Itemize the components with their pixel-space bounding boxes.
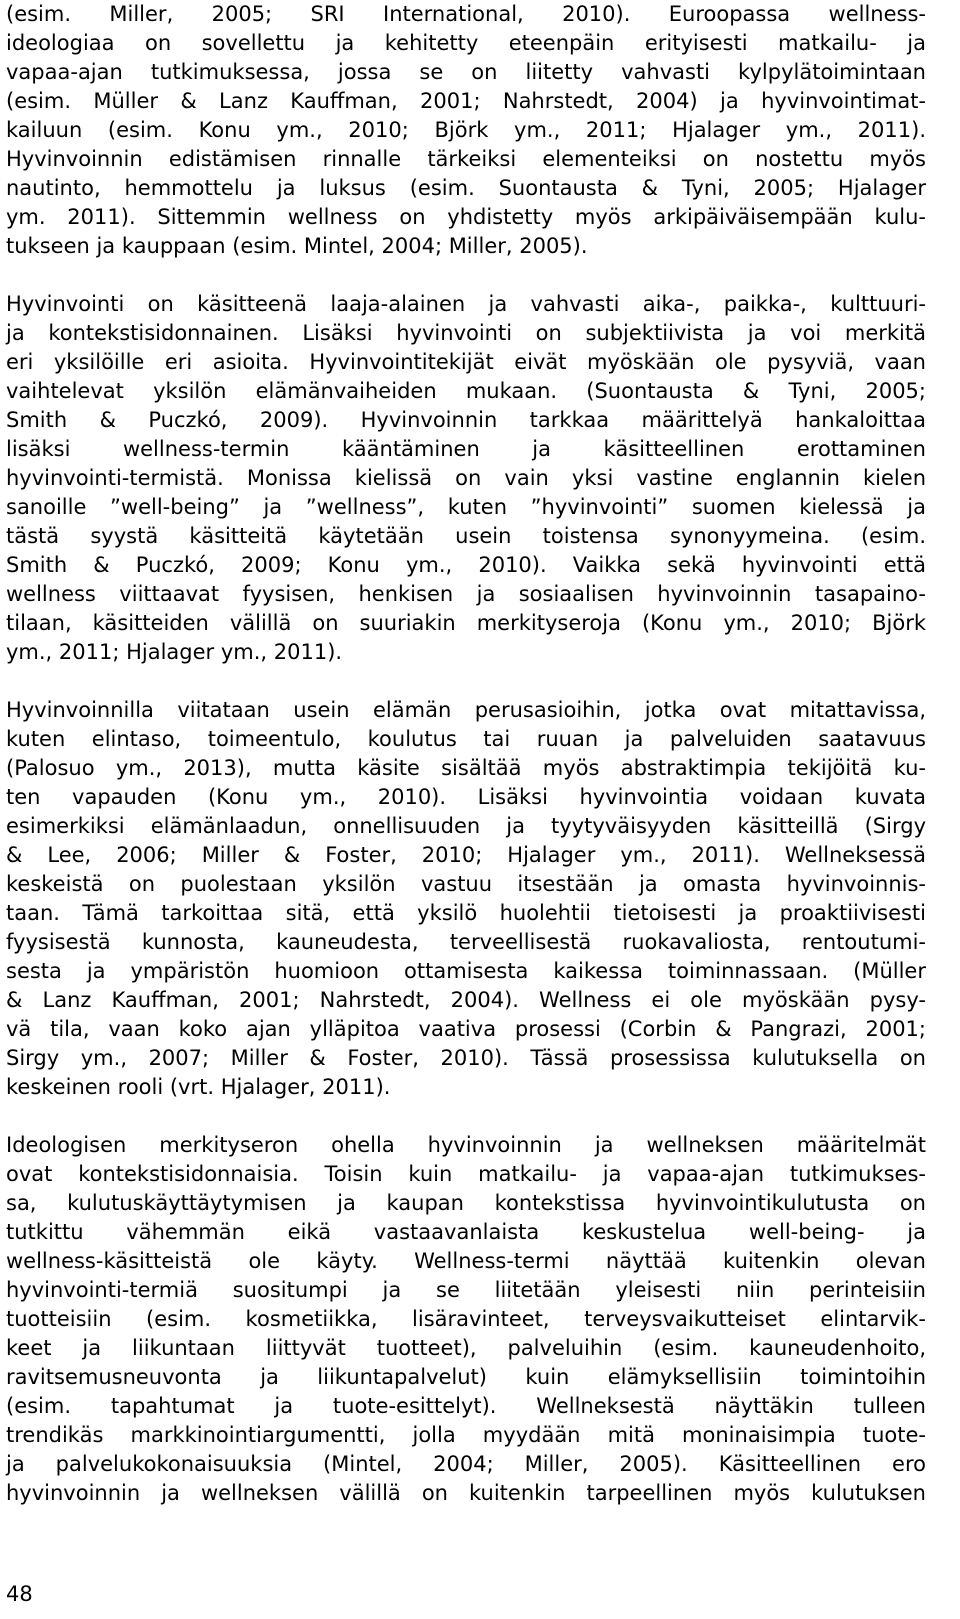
text-line: sanoille ”well-being” ja ”wellness”, kuten ”hyvinvointi” suomen kielessä ja bbox=[6, 495, 926, 519]
paragraph-spacing bbox=[6, 261, 926, 290]
text-line: fyysisestä kunnosta, kauneudesta, terveellisestä ruokavaliosta, rentoutumi- bbox=[6, 930, 926, 954]
text-line: sa, kulutuskäyttäytymisen ja kaupan kontekstissa hyvinvointikulutusta on bbox=[6, 1191, 926, 1215]
text-line: keskeistä on puolestaan yksilön vastuu itsestään ja omasta hyvinvoinnis- bbox=[6, 872, 926, 896]
text-line: & Lanz Kauffman, 2001; Nahrstedt, 2004). Wellness ei ole myöskään pysy- bbox=[6, 988, 926, 1012]
paragraph-spacing bbox=[6, 1102, 926, 1131]
text-line: taan. Tämä tarkoittaa sitä, että yksilö huolehtii tietoisesti ja proaktiivisesti bbox=[6, 901, 926, 925]
text-line: (esim. Miller, 2005; SRI International, 2010). Euroopassa wellness- bbox=[6, 2, 926, 26]
text-line: wellness-käsitteistä ole käyty. Wellness-termi näyttää kuitenkin olevan bbox=[6, 1249, 926, 1273]
page-number: 48 bbox=[6, 1582, 33, 1606]
paragraph-3 bbox=[6, 696, 926, 1102]
text-line: esimerkiksi elämänlaadun, onnellisuuden ja tyytyväisyyden käsitteillä (Sirgy bbox=[6, 814, 926, 838]
text-line: ja palvelukokonaisuuksia (Mintel, 2004; Miller, 2005). Käsitteellinen ero bbox=[6, 1452, 926, 1476]
text-line: hyvinvointi-termistä. Monissa kielissä on vain yksi vastine englannin kielen bbox=[6, 466, 926, 490]
paragraph-4 bbox=[6, 1131, 926, 1508]
paragraph-1 bbox=[6, 0, 926, 261]
text-line: trendikäs markkinointiargumentti, jolla myydään mitä moninaisimpia tuote- bbox=[6, 1423, 926, 1447]
text-line: ideologiaa on sovellettu ja kehitetty eteenpäin erityisesti matkailu- ja bbox=[6, 31, 926, 55]
text-line: wellness viittaavat fyysisen, henkisen ja sosiaalisen hyvinvoinnin tasapaino- bbox=[6, 582, 926, 606]
text-line: vaihtelevat yksilön elämänvaiheiden mukaan. (Suontausta & Tyni, 2005; bbox=[6, 379, 926, 403]
text-line: hyvinvointi-termiä suositumpi ja se liitetään yleisesti niin perinteisiin bbox=[6, 1278, 926, 1302]
text-line: eri yksilöille eri asioita. Hyvinvointitekijät eivät myöskään ole pysyviä, vaan bbox=[6, 350, 926, 374]
text-line: Hyvinvoinnin edistämisen rinnalle tärkeiksi elementeiksi on nostettu myös bbox=[6, 147, 926, 171]
paragraph-spacing bbox=[6, 667, 926, 696]
text-line: tutkittu vähemmän eikä vastaavanlaista keskustelua well-being- ja bbox=[6, 1220, 926, 1244]
text-line: Sirgy ym., 2007; Miller & Foster, 2010). Tässä prosessissa kulutuksella on bbox=[6, 1046, 926, 1070]
text-line: Ideologisen merkityseron ohella hyvinvoinnin ja wellneksen määritelmät bbox=[6, 1133, 926, 1157]
text-line: (Palosuo ym., 2013), mutta käsite sisältää myös abstraktimpia tekijöitä ku- bbox=[6, 756, 926, 780]
paragraph-2 bbox=[6, 290, 926, 667]
text-line: nautinto, hemmottelu ja luksus (esim. Suontausta & Tyni, 2005; Hjalager bbox=[6, 176, 926, 200]
text-line: vapaa-ajan tutkimuksessa, jossa se on liitetty vahvasti kylpylätoimintaan bbox=[6, 60, 926, 84]
text-line: tukseen ja kauppaan (esim. Mintel, 2004; Miller, 2005). bbox=[6, 234, 588, 258]
text-line: ovat kontekstisidonnaisia. Toisin kuin matkailu- ja vapaa-ajan tutkimukses- bbox=[6, 1162, 926, 1186]
text-line: hyvinvoinnin ja wellneksen välillä on kuitenkin tarpeellinen myös kulutuksen bbox=[6, 1481, 926, 1505]
text-line: keet ja liikuntaan liittyvät tuotteet), palveluihin (esim. kauneudenhoito, bbox=[6, 1336, 926, 1360]
text-line: keskeinen rooli (vrt. Hjalager, 2011). bbox=[6, 1075, 391, 1099]
text-line: vä tila, vaan koko ajan ylläpitoa vaativa prosessi (Corbin & Pangrazi, 2001; bbox=[6, 1017, 926, 1041]
text-line: (esim. Müller & Lanz Kauffman, 2001; Nahrstedt, 2004) ja hyvinvointimat- bbox=[6, 89, 926, 113]
text-line: tästä syystä käsitteitä käytetään usein toistensa synonyymeina. (esim. bbox=[6, 524, 926, 548]
text-line: Hyvinvointi on käsitteenä laaja-alainen ja vahvasti aika-, paikka-, kulttuuri- bbox=[6, 292, 926, 316]
text-line: Hyvinvoinnilla viitataan usein elämän perusasioihin, jotka ovat mitattavissa, bbox=[6, 698, 926, 722]
text-line: Smith & Puczkó, 2009; Konu ym., 2010). Vaikka sekä hyvinvointi että bbox=[6, 553, 926, 577]
text-line: (esim. tapahtumat ja tuote-esittelyt). Wellneksestä näyttäkin tulleen bbox=[6, 1394, 926, 1418]
text-line: Smith & Puczkó, 2009). Hyvinvoinnin tarkkaa määrittelyä hankaloittaa bbox=[6, 408, 926, 432]
text-line: ten vapauden (Konu ym., 2010). Lisäksi hyvinvointia voidaan kuvata bbox=[6, 785, 926, 809]
text-line: & Lee, 2006; Miller & Foster, 2010; Hjalager ym., 2011). Wellneksessä bbox=[6, 843, 926, 867]
text-line: tuotteisiin (esim. kosmetiikka, lisäravinteet, terveysvaikutteiset elintarvik- bbox=[6, 1307, 926, 1331]
text-line: ym., 2011; Hjalager ym., 2011). bbox=[6, 640, 343, 664]
text-line: sesta ja ympäristön huomioon ottamisesta kaikessa toiminnassaan. (Müller bbox=[6, 959, 926, 983]
text-line: ja kontekstisidonnainen. Lisäksi hyvinvointi on subjektiivista ja voi merkitä bbox=[6, 321, 926, 345]
text-line: ym. 2011). Sittemmin wellness on yhdistetty myös arkipäiväisempään kulu- bbox=[6, 205, 926, 229]
text-line: kailuun (esim. Konu ym., 2010; Björk ym., 2011; Hjalager ym., 2011). bbox=[6, 118, 926, 142]
text-line: tilaan, käsitteiden välillä on suuriakin merkityseroja (Konu ym., 2010; Björk bbox=[6, 611, 926, 635]
text-line: lisäksi wellness-termin kääntäminen ja käsitteellinen erottaminen bbox=[6, 437, 926, 461]
text-line: kuten elintaso, toimeentulo, koulutus tai ruuan ja palveluiden saatavuus bbox=[6, 727, 926, 751]
document-page bbox=[6, 0, 926, 1508]
text-line: ravitsemusneuvonta ja liikuntapalvelut) kuin elämyksellisiin toimintoihin bbox=[6, 1365, 926, 1389]
